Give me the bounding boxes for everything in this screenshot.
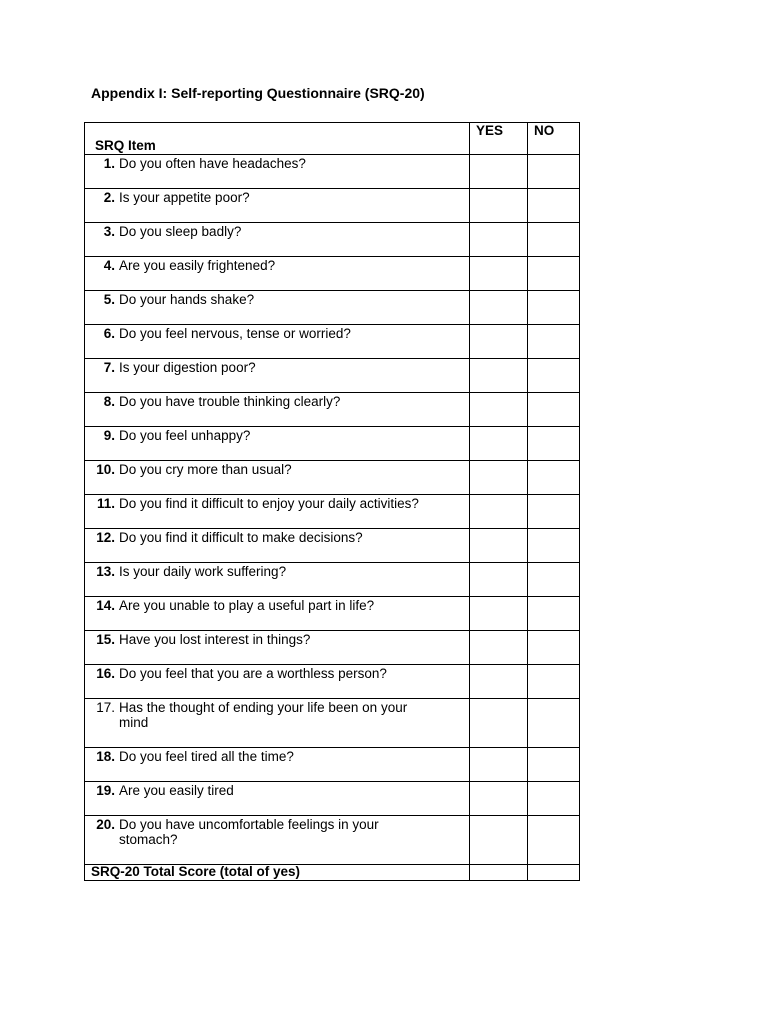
no-answer-cell[interactable]	[528, 155, 580, 189]
question-text: Are you easily tired	[119, 783, 234, 798]
question-text: Do you feel unhappy?	[119, 428, 251, 443]
question-text: Is your daily work suffering?	[119, 564, 287, 579]
question-text: Do you feel tired all the time?	[119, 749, 294, 764]
question-text: Do you feel nervous, tense or worried?	[119, 326, 351, 341]
no-answer-cell[interactable]	[528, 597, 580, 631]
no-answer-cell[interactable]	[528, 529, 580, 563]
question-number: 9.	[103, 428, 115, 443]
question-cell	[85, 529, 470, 563]
table-row	[85, 223, 580, 257]
question-cell	[85, 155, 470, 189]
yes-answer-cell[interactable]	[470, 427, 528, 461]
question-text: Have you lost interest in things?	[119, 632, 311, 647]
table-row	[85, 495, 580, 529]
question-text: Has the thought of ending your life been on your mind	[119, 700, 408, 730]
no-answer-cell[interactable]	[528, 189, 580, 223]
question-text: Do you find it difficult to make decisions?	[119, 530, 363, 545]
table-row	[85, 782, 580, 816]
yes-answer-cell[interactable]	[470, 325, 528, 359]
question-cell	[85, 461, 470, 495]
question-number: 5.	[103, 292, 115, 307]
question-text: Do you often have headaches?	[119, 156, 306, 171]
total-yes-cell[interactable]	[470, 865, 528, 881]
question-cell	[85, 189, 470, 223]
column-header-yes: YES	[470, 123, 528, 155]
no-answer-cell[interactable]	[528, 325, 580, 359]
question-number: 20.	[96, 817, 115, 832]
question-number: 17.	[96, 700, 115, 715]
table-row	[85, 325, 580, 359]
yes-answer-cell[interactable]	[470, 782, 528, 816]
question-cell	[85, 393, 470, 427]
yes-answer-cell[interactable]	[470, 699, 528, 748]
question-number: 1.	[103, 156, 115, 171]
total-score-label: SRQ-20 Total Score (total of yes)	[85, 865, 470, 881]
yes-answer-cell[interactable]	[470, 291, 528, 325]
question-text: Do you have trouble thinking clearly?	[119, 394, 341, 409]
question-text: Are you unable to play a useful part in life?	[119, 598, 375, 613]
table-row	[85, 257, 580, 291]
table-row	[85, 359, 580, 393]
question-cell	[85, 665, 470, 699]
question-text: Do your hands shake?	[119, 292, 255, 307]
question-cell	[85, 257, 470, 291]
document-title: Appendix I: Self-reporting Questionnaire (SRQ-20)	[91, 85, 425, 101]
table-header-row	[85, 123, 580, 155]
no-answer-cell[interactable]	[528, 495, 580, 529]
yes-answer-cell[interactable]	[470, 189, 528, 223]
no-answer-cell[interactable]	[528, 782, 580, 816]
question-number: 6.	[103, 326, 115, 341]
yes-answer-cell[interactable]	[470, 495, 528, 529]
table-row	[85, 291, 580, 325]
yes-answer-cell[interactable]	[470, 816, 528, 865]
question-cell	[85, 359, 470, 393]
question-text: Is your appetite poor?	[119, 190, 250, 205]
no-answer-cell[interactable]	[528, 699, 580, 748]
no-answer-cell[interactable]	[528, 461, 580, 495]
question-number: 19.	[96, 783, 115, 798]
question-number: 15.	[96, 632, 115, 647]
table-row	[85, 665, 580, 699]
table-row	[85, 529, 580, 563]
question-cell	[85, 631, 470, 665]
column-header-no: NO	[528, 123, 580, 155]
question-text: Do you find it difficult to enjoy your daily activities?	[119, 496, 419, 511]
question-cell	[85, 495, 470, 529]
table-row	[85, 393, 580, 427]
question-number: 12.	[96, 530, 115, 545]
question-cell	[85, 597, 470, 631]
table-row	[85, 189, 580, 223]
no-answer-cell[interactable]	[528, 816, 580, 865]
srq-table	[84, 122, 580, 881]
yes-answer-cell[interactable]	[470, 223, 528, 257]
question-cell	[85, 223, 470, 257]
no-answer-cell[interactable]	[528, 359, 580, 393]
yes-answer-cell[interactable]	[470, 461, 528, 495]
yes-answer-cell[interactable]	[470, 529, 528, 563]
no-answer-cell[interactable]	[528, 748, 580, 782]
table-row	[85, 461, 580, 495]
question-text: Do you feel that you are a worthless person?	[119, 666, 387, 681]
question-cell	[85, 748, 470, 782]
question-cell	[85, 291, 470, 325]
question-number: 16.	[96, 666, 115, 681]
question-number: 8.	[103, 394, 115, 409]
question-text: Do you cry more than usual?	[119, 462, 292, 477]
question-text: Are you easily frightened?	[119, 258, 276, 273]
question-cell	[85, 563, 470, 597]
yes-answer-cell[interactable]	[470, 631, 528, 665]
yes-answer-cell[interactable]	[470, 359, 528, 393]
no-answer-cell[interactable]	[528, 563, 580, 597]
no-answer-cell[interactable]	[528, 223, 580, 257]
no-answer-cell[interactable]	[528, 631, 580, 665]
question-number: 4.	[103, 258, 115, 273]
table-row	[85, 748, 580, 782]
table-row	[85, 155, 580, 189]
question-number: 14.	[96, 598, 115, 613]
table-row	[85, 563, 580, 597]
no-answer-cell[interactable]	[528, 257, 580, 291]
question-cell	[85, 782, 470, 816]
no-answer-cell[interactable]	[528, 427, 580, 461]
yes-answer-cell[interactable]	[470, 257, 528, 291]
question-text: Do you have uncomfortable feelings in your stomach?	[119, 817, 379, 847]
column-header-item: SRQ Item	[85, 123, 470, 155]
yes-answer-cell[interactable]	[470, 597, 528, 631]
yes-answer-cell[interactable]	[470, 563, 528, 597]
table-row	[85, 427, 580, 461]
question-number: 10.	[96, 462, 115, 477]
no-answer-cell[interactable]	[528, 393, 580, 427]
yes-answer-cell[interactable]	[470, 748, 528, 782]
table-row	[85, 816, 580, 865]
question-text: Is your digestion poor?	[119, 360, 256, 375]
table-row	[85, 631, 580, 665]
yes-answer-cell[interactable]	[470, 393, 528, 427]
total-no-cell[interactable]	[528, 865, 580, 881]
question-number: 3.	[103, 224, 115, 239]
total-score-row	[85, 865, 580, 881]
no-answer-cell[interactable]	[528, 291, 580, 325]
question-number: 11.	[96, 496, 115, 511]
question-number: 2.	[103, 190, 115, 205]
yes-answer-cell[interactable]	[470, 155, 528, 189]
question-number: 7.	[103, 360, 115, 375]
no-answer-cell[interactable]	[528, 665, 580, 699]
table-row	[85, 597, 580, 631]
question-text: Do you sleep badly?	[119, 224, 242, 239]
question-number: 13.	[96, 564, 115, 579]
question-cell	[85, 325, 470, 359]
question-cell	[85, 427, 470, 461]
question-cell	[85, 816, 470, 865]
table-row	[85, 699, 580, 748]
yes-answer-cell[interactable]	[470, 665, 528, 699]
question-number: 18.	[96, 749, 115, 764]
question-cell	[85, 699, 470, 748]
